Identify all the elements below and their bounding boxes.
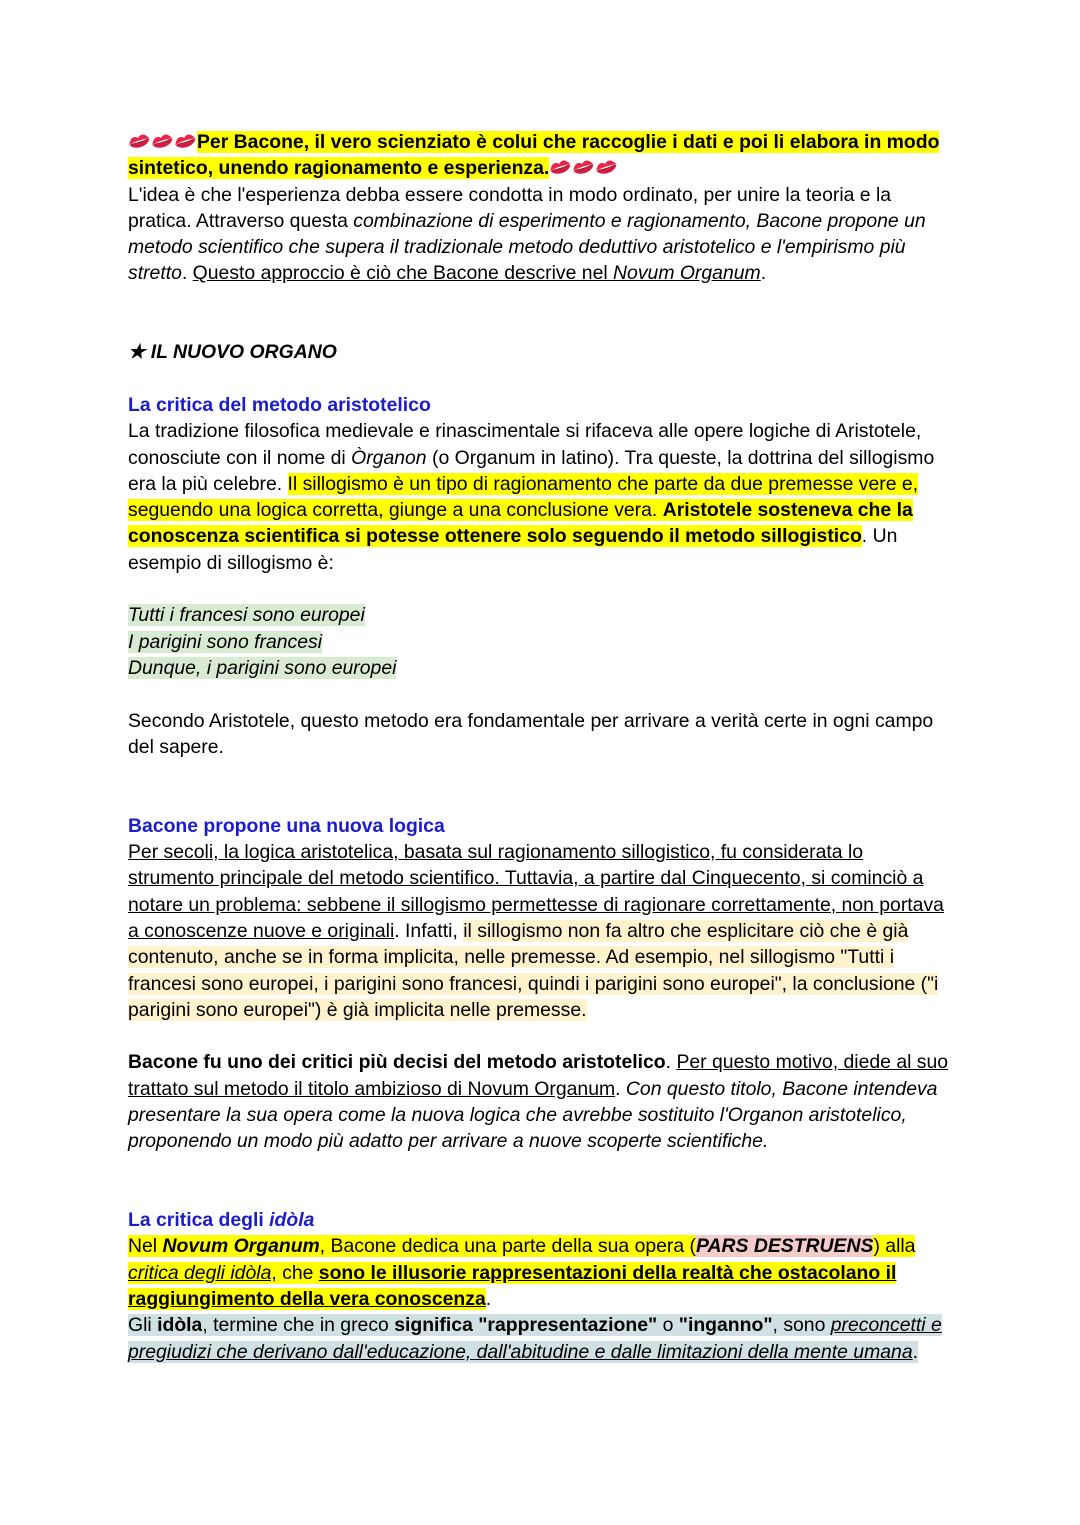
heading-text: La critica degli: [128, 1209, 270, 1232]
heading-term: idòla: [269, 1209, 315, 1232]
intro-paragraph: [128, 182, 954, 287]
section-paragraph: Secondo Aristotele, questo metodo era fondamentale per arrivare a verità certe in ogni campo del sapere.: [128, 709, 934, 758]
section-heading: Bacone propone una nuova logica: [128, 814, 445, 837]
kiss-mark-icon: [128, 132, 151, 152]
text-run-underlined: Per secoli, la logica aristotelica, basata sul ragionamento sillogistico, fu considerata lo strumento principale del metodo scientifico. Tuttavia, a partire dal Cinquecento, si cominciò a notare un problema: sebbene il sillogismo permettesse di ragionare correttamente, non portava a conoscenze nuove e originali: [128, 841, 944, 942]
syllogism-line: I parigini sono francesi: [128, 630, 323, 653]
syllogism-line: Dunque, i parigini sono europei: [128, 656, 397, 679]
text-run: .: [912, 1340, 918, 1363]
text-run: .: [760, 262, 767, 285]
highlighted-claim: sono le illusorie rappresentazioni della realtà che ostacolano il raggiungimento della vera conoscenza: [128, 1261, 897, 1311]
text-run: , Bacone dedica una parte della sua opera (: [319, 1235, 697, 1258]
text-run-bold: Bacone fu uno dei critici più decisi del metodo aristotelico: [128, 1051, 666, 1074]
text-run: .: [615, 1077, 626, 1100]
highlighted-definition: Il sillogismo è un tipo di ragionamento che parte da due premesse vere e, seguendo una logica corretta, giunge a una conclusione vera.: [128, 472, 919, 522]
text-run-bold: "inganno": [678, 1314, 773, 1337]
text-run: (o Organum in latino). Tra queste, la dottrina del sillogismo era la più celebre.: [128, 446, 935, 495]
text-run-bold: significa "rappresentazione": [394, 1314, 658, 1337]
text-run: . Infatti,: [394, 919, 464, 942]
document-page: [128, 129, 954, 1365]
text-run-italic: Òrganon: [351, 446, 427, 469]
section-paragraph: [128, 418, 954, 576]
thesis-text: Per Bacone, il vero scienziato è colui che raccoglie i dati e poi li elabora in modo sintetico, unendo ragionamento e esperienza.: [128, 131, 940, 180]
chapter-title: ★ IL NUOVO ORGANO: [128, 341, 337, 364]
kiss-mark-icon: [595, 158, 618, 178]
section-paragraph: [128, 1049, 954, 1154]
text-run-underlined: Questo approccio è ciò che Bacone descrive nel: [192, 262, 614, 285]
kiss-mark-icon: [151, 132, 174, 152]
term-idola: idòla: [157, 1314, 203, 1337]
section-heading: [128, 1207, 954, 1233]
text-run-underlined: Per questo motivo, diede al suo trattato sul metodo il titolo ambizioso di Novum Organum: [128, 1051, 949, 1100]
text-run: ) alla: [873, 1235, 916, 1258]
text-run: L'idea è che l'esperienza debba essere condotta in modo ordinato, per unire la teoria e la pratica. Attraverso questa: [128, 183, 892, 232]
section-heading: La critica del metodo aristotelico: [128, 393, 431, 416]
book-title: Novum Organum: [162, 1235, 320, 1258]
highlighted-claim: Aristotele sosteneva che la conoscenza scientifica si potesse ottenere solo seguendo il metodo sillogistico: [128, 499, 913, 548]
text-run: Gli: [128, 1314, 158, 1337]
text-run: , che: [271, 1261, 319, 1284]
section-paragraph: [128, 1233, 954, 1312]
pars-destruens-label: PARS DESTRUENS: [696, 1235, 874, 1258]
syllogism-line: Tutti i francesi sono europei: [128, 604, 365, 627]
text-run: .: [665, 1051, 677, 1074]
text-run: Nel: [128, 1235, 163, 1258]
kiss-mark-icon: [549, 158, 572, 178]
section-paragraph: [128, 839, 954, 1023]
text-run: .: [181, 262, 193, 285]
text-run-italic: combinazione di esperimento e ragionamento, Bacone propone un metodo scientifico che supera il tradizionale metodo deduttivo aristotelico e l'empirismo più stretto: [128, 209, 926, 285]
section-paragraph: [128, 1312, 954, 1365]
kiss-mark-icon: [174, 132, 197, 152]
book-title: Novum Organum: [613, 262, 761, 285]
text-run-italic-underlined: critica degli idòla: [128, 1261, 272, 1284]
intro-thesis: [128, 129, 954, 182]
syllogism-example: [128, 602, 954, 681]
text-run: .: [485, 1288, 492, 1311]
text-run-italic: Con questo titolo, Bacone intendeva presentare la sua opera come la nuova logica che avrebbe sostituito l'Organon aristotelico, proponendo un modo più adatto per arrivare a nuove scoperte scientifiche.: [128, 1077, 938, 1153]
text-run: La tradizione filosofica medievale e rinascimentale si rifaceva alle opere logiche di Aristotele, conosciute con il nome di: [128, 420, 922, 469]
text-run: . Un esempio di sillogismo è:: [128, 525, 898, 574]
text-run-italic-underlined: preconcetti e pregiudizi che derivano dall'educazione, dall'abitudine e dalle limitazioni della mente umana: [128, 1314, 942, 1363]
text-run: , termine che in greco: [202, 1314, 395, 1337]
text-run: o: [657, 1314, 679, 1337]
text-run: , sono: [772, 1314, 831, 1337]
highlighted-explanation: il sillogismo non fa altro che esplicitare ciò che è già contenuto, anche se in forma implicita, nelle premesse. Ad esempio, nel sillogismo "Tutti i francesi sono europei, i parigini sono francesi, quindi i parigini sono europei", la conclusione ("i parigini sono europei") è già implicita nelle premesse.: [128, 919, 939, 1021]
kiss-mark-icon: [572, 158, 595, 178]
